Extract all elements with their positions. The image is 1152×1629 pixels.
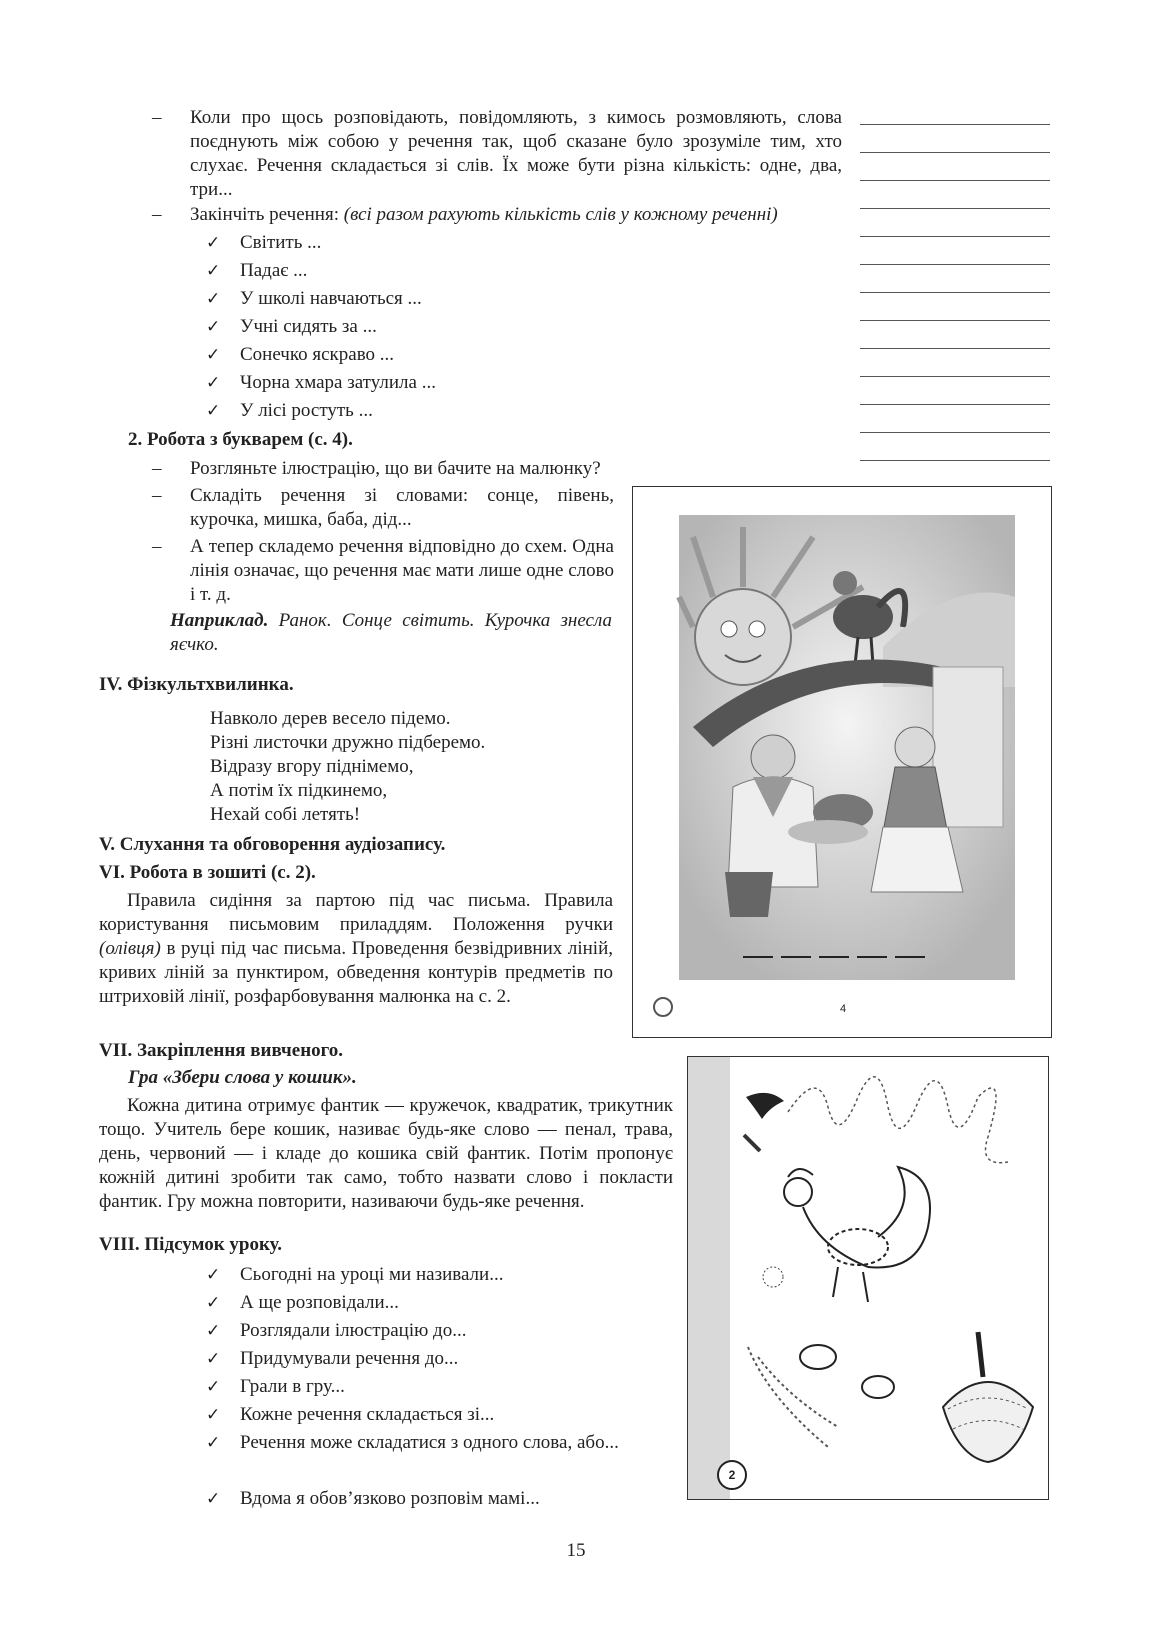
section-7-text: Кожна дитина отримує фантик — кружечок, квадратик, трикутник тощо. Учитель бере кошик, називає будь-яке слово — пенал, трава, день, червоний — і кладе до кошика свій фантик. Потім пропонує кожній дитині зробити так само, тобто назвати слово і покласти фантик. Гру можна повторити, називаючи будь-яке речення. <box>99 1095 673 1212</box>
section-7-heading: VII. Закріплення вивченого. <box>99 1040 344 1061</box>
wheat-outline <box>748 1347 828 1447</box>
figure-1-page-number: 4 <box>839 1003 847 1015</box>
wall-shape <box>933 667 1003 827</box>
example-text: Ранок. Сонце світить. Курочка знесла яєчко. <box>170 610 612 655</box>
check-icon: ✓ <box>206 317 221 337</box>
workbook-page-frame <box>687 1056 1049 1500</box>
primer-illustration <box>633 487 1051 1037</box>
dash-marker: – <box>152 485 162 506</box>
section-2-item-1: – Розгляньте ілюстрацію, що ви бачите на малюнку? <box>152 458 601 479</box>
note-line <box>860 460 1050 461</box>
intro-item-1 <box>152 106 842 202</box>
poem-line: Різні листочки дружно підберемо. <box>210 732 486 753</box>
check-icon: ✓ <box>206 345 221 365</box>
section-6-heading: VI. Робота в зошиті (с. 2). <box>99 862 316 883</box>
section-5-heading: V. Слухання та обговорення аудіозапису. <box>99 834 446 855</box>
check-icon: ✓ <box>206 1377 221 1397</box>
note-line <box>860 292 1050 293</box>
section-2-example <box>170 609 612 657</box>
dash-marker: – <box>152 107 162 128</box>
section-2-item-2: – Складіть речення зі словами: сонце, півень, курочка, мишка, баба, дід... <box>152 485 614 530</box>
intro-text: Коли про щось розповідають, повідомляють, з кимось розмовляють, слова поєднують між собою у речення так, щоб сказане було зрозуміле тим, хто слухає. Речення складається зі слів. Їх може бути різна кількість: одне, два, три... <box>190 107 842 200</box>
note-line <box>860 404 1050 405</box>
note-line <box>860 320 1050 321</box>
check-icon: ✓ <box>206 1433 221 1453</box>
check-icon: ✓ <box>206 373 221 393</box>
workbook-illustration <box>688 1057 1048 1499</box>
check-icon: ✓ <box>206 1321 221 1341</box>
note-line <box>860 264 1050 265</box>
example-label: Наприклад. <box>170 610 269 631</box>
note-line <box>860 124 1050 125</box>
check-icon: ✓ <box>206 289 221 309</box>
dotted-loops <box>788 1077 1008 1163</box>
nest-shape <box>788 820 868 844</box>
game-title: Гра «Збери слова у кошик». <box>128 1067 357 1088</box>
page-edge-strip <box>688 1057 730 1499</box>
note-line <box>860 180 1050 181</box>
mouse-outline <box>862 1376 894 1398</box>
dash-marker: – <box>152 458 162 479</box>
intro-note: (всі разом рахують кількість слів у кожному реченні) <box>343 204 778 225</box>
dash-marker: – <box>152 536 162 557</box>
poem-line: Навколо дерев весело підемо. <box>210 708 451 729</box>
spinning-top-outline <box>943 1332 1033 1462</box>
section-4-heading: IV. Фізкультхвилинка. <box>99 674 294 695</box>
section-6-text: Правила сидіння за партою під час письма. Правила користування письмовим приладдям. Положення ручки (олівця) в руці під час письма. Проведення безвідривних ліній, кривих ліній за пунктиром, обведення контурів предметів по штриховій лінії, розфарбовування малюнка на с. 2. <box>99 890 614 1007</box>
check-icon: ✓ <box>206 261 221 281</box>
note-line <box>860 236 1050 237</box>
note-line <box>860 376 1050 377</box>
pencil-icon <box>744 1135 760 1151</box>
check-icon: ✓ <box>206 401 221 421</box>
page-number: 15 <box>566 1540 586 1561</box>
poem-line: Відразу вгору піднімемо, <box>210 756 414 777</box>
poem-line: Нехай собі летять! <box>210 804 361 825</box>
intro-prompt: Закінчіть речення: <box>190 204 339 225</box>
exercise-poem <box>210 707 485 827</box>
section-8-heading: VIII. Підсумок уроку. <box>99 1234 282 1255</box>
figure-2-page-number: 2 <box>728 1468 736 1482</box>
note-line <box>860 152 1050 153</box>
sun-shape <box>695 589 791 685</box>
check-icon: ✓ <box>206 1405 221 1425</box>
dash-marker: – <box>152 204 162 225</box>
section-2-heading: 2. Робота з букварем (с. 4). <box>128 429 353 450</box>
section-2-item-3: – А тепер складемо речення відповідно до схем. Одна лінія означає, що речення має мати лише одне слово і т. д. <box>152 536 614 605</box>
swallow-icon <box>746 1093 784 1119</box>
bucket-shape <box>725 872 773 917</box>
note-line <box>860 348 1050 349</box>
audio-icon <box>654 998 672 1016</box>
flower-outline <box>763 1267 783 1287</box>
note-line <box>860 208 1050 209</box>
check-icon: ✓ <box>206 1489 221 1509</box>
rooster-outline <box>784 1167 930 1302</box>
note-line <box>860 432 1050 433</box>
check-icon: ✓ <box>206 1349 221 1369</box>
check-icon: ✓ <box>206 1265 221 1285</box>
check-icon: ✓ <box>206 1293 221 1313</box>
check-icon: ✓ <box>206 233 221 253</box>
primer-illustration-frame <box>632 486 1052 1038</box>
intro-item-2 <box>152 203 842 227</box>
poem-line: А потім їх підкинемо, <box>210 780 388 801</box>
mouse-outline <box>800 1345 836 1369</box>
